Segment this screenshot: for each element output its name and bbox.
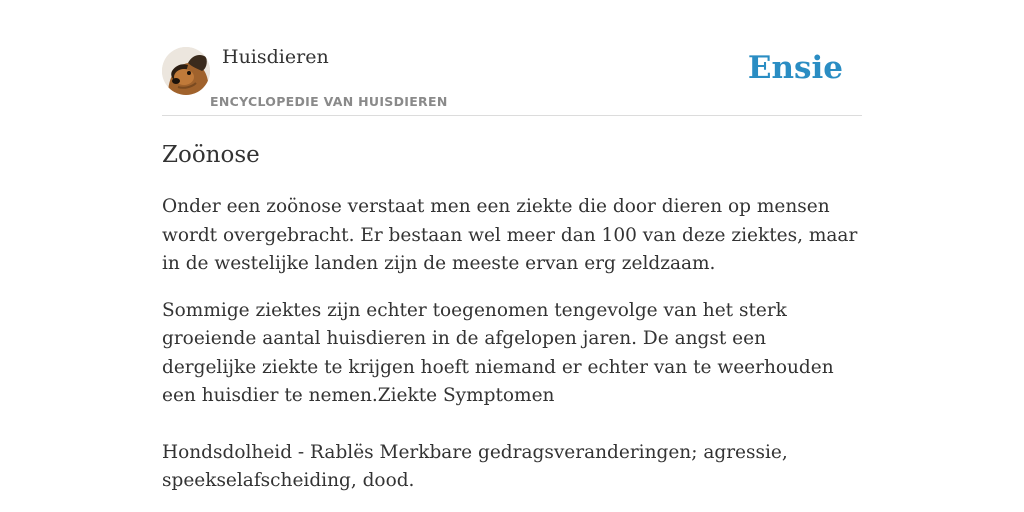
article-paragraph: Sommige ziektes zijn echter toegenomen tengevolge van het sterk groeiende aantal huisdieren in de afgelopen jaren. De angst een dergelijke ziekte te krijgen hoeft niemand er echter van te weerhouden een huisdier te nemen.Ziekte Symptomen: [162, 299, 834, 406]
article-paragraph: Hondsdolheid - Rablës Merkbare gedragsveranderingen; agressie, speekselafscheiding, dood.: [162, 441, 788, 491]
site-name-link[interactable]: Huisdieren: [222, 46, 329, 68]
dog-avatar-icon[interactable]: [162, 47, 210, 95]
brand-logo-link[interactable]: Ensie: [747, 50, 843, 86]
article: [162, 139, 862, 512]
site-subtitle: ENCYCLOPEDIE VAN HUISDIEREN: [210, 94, 448, 109]
dog-avatar-image: [162, 47, 210, 95]
article-title: Zoönose: [162, 142, 260, 168]
site-header: [162, 42, 862, 116]
article-paragraph: Onder een zoönose verstaat men een ziekte die door dieren op mensen wordt overgebracht. Er bestaan wel meer dan 100 van deze ziektes, maar in de westelijke landen zijn de meeste ervan erg zeldzaam.: [162, 196, 858, 274]
